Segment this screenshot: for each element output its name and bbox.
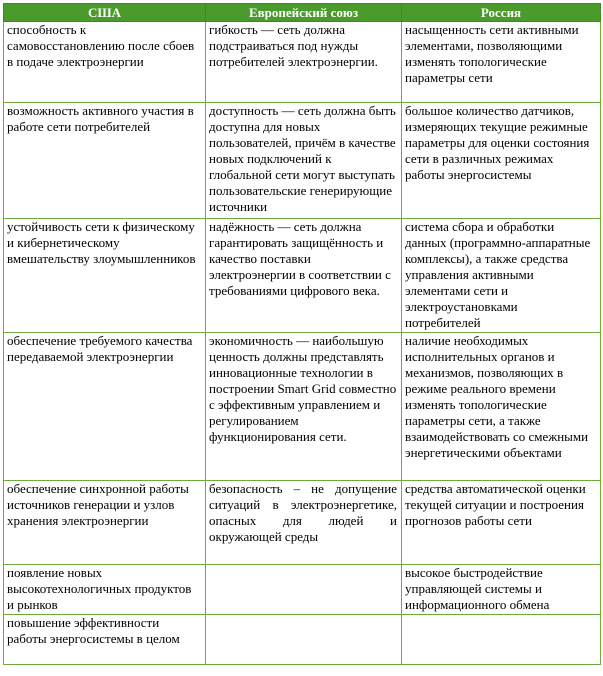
cell-eu: гибкость — сеть должна подстраиваться под нужды потребителей электроэнергии. xyxy=(206,22,402,103)
cell-eu xyxy=(206,565,402,615)
table-row xyxy=(4,22,601,103)
cell-russia: большое количество датчиков, измеряющих текущие режимные параметры для оценки состояния сети в различных режимах работы энергосистемы xyxy=(402,103,601,219)
cell-russia: средства автоматической оценки текущей ситуации и построения прогнозов работы сети xyxy=(402,481,601,565)
header-eu: Европейский союз xyxy=(206,4,402,22)
cell-russia xyxy=(402,615,601,665)
table-row xyxy=(4,219,601,333)
cell-usa: обеспечение синхронной работы источников генерации и узлов хранения электроэнергии xyxy=(4,481,206,565)
cell-russia: насыщенность сети активными элементами, позволяющими изменять топологические параметры сети xyxy=(402,22,601,103)
header-usa: США xyxy=(4,4,206,22)
table-row xyxy=(4,481,601,565)
cell-usa: обеспечение требуемого качества передаваемой электроэнергии xyxy=(4,333,206,481)
cell-eu: надёжность — сеть должна гарантировать защищённость и качество поставки электроэнергии в соответствии с требованиями цифрового века. xyxy=(206,219,402,333)
cell-russia: система сбора и обработки данных (программно-аппаратные комплексы), а также средства управления активными элементами сети и электроустановками потребителей xyxy=(402,219,601,333)
cell-usa: способность к самовосстановлению после сбоев в подаче электроэнергии xyxy=(4,22,206,103)
table-row xyxy=(4,615,601,665)
cell-eu xyxy=(206,615,402,665)
cell-russia: наличие необходимых исполнительных органов и механизмов, позволяющих в режиме реального времени изменять топологические параметры сети, а также взаимодействовать со смежными энергетическими объектами xyxy=(402,333,601,481)
cell-eu: доступность — сеть должна быть доступна для новых пользователей, причём в качестве новых подключений к глобальной сети могут выступать пользовательские генерирующие источники xyxy=(206,103,402,219)
table-row xyxy=(4,333,601,481)
cell-usa: устойчивость сети к физическому и кибернетическому вмешательству злоумышленников xyxy=(4,219,206,333)
table-row xyxy=(4,565,601,615)
header-russia: Россия xyxy=(402,4,601,22)
cell-usa: возможность активного участия в работе сети потребителей xyxy=(4,103,206,219)
cell-usa: появление новых высокотехнологичных продуктов и рынков xyxy=(4,565,206,615)
cell-eu: безопасность – не допущение ситуаций в электроэнергетике, опасных для людей и окружающей среды xyxy=(206,481,402,565)
cell-russia: высокое быстродействие управляющей системы и информационного обмена xyxy=(402,565,601,615)
cell-usa: повышение эффективности работы энергосистемы в целом xyxy=(4,615,206,665)
header-row xyxy=(4,4,601,22)
table-row xyxy=(4,103,601,219)
cell-eu: экономичность — наибольшую ценность должны представлять инновационные технологии в построении Smart Grid совместно с эффективным управлением и регулированием функционирования сети. xyxy=(206,333,402,481)
comparison-table xyxy=(3,3,601,665)
